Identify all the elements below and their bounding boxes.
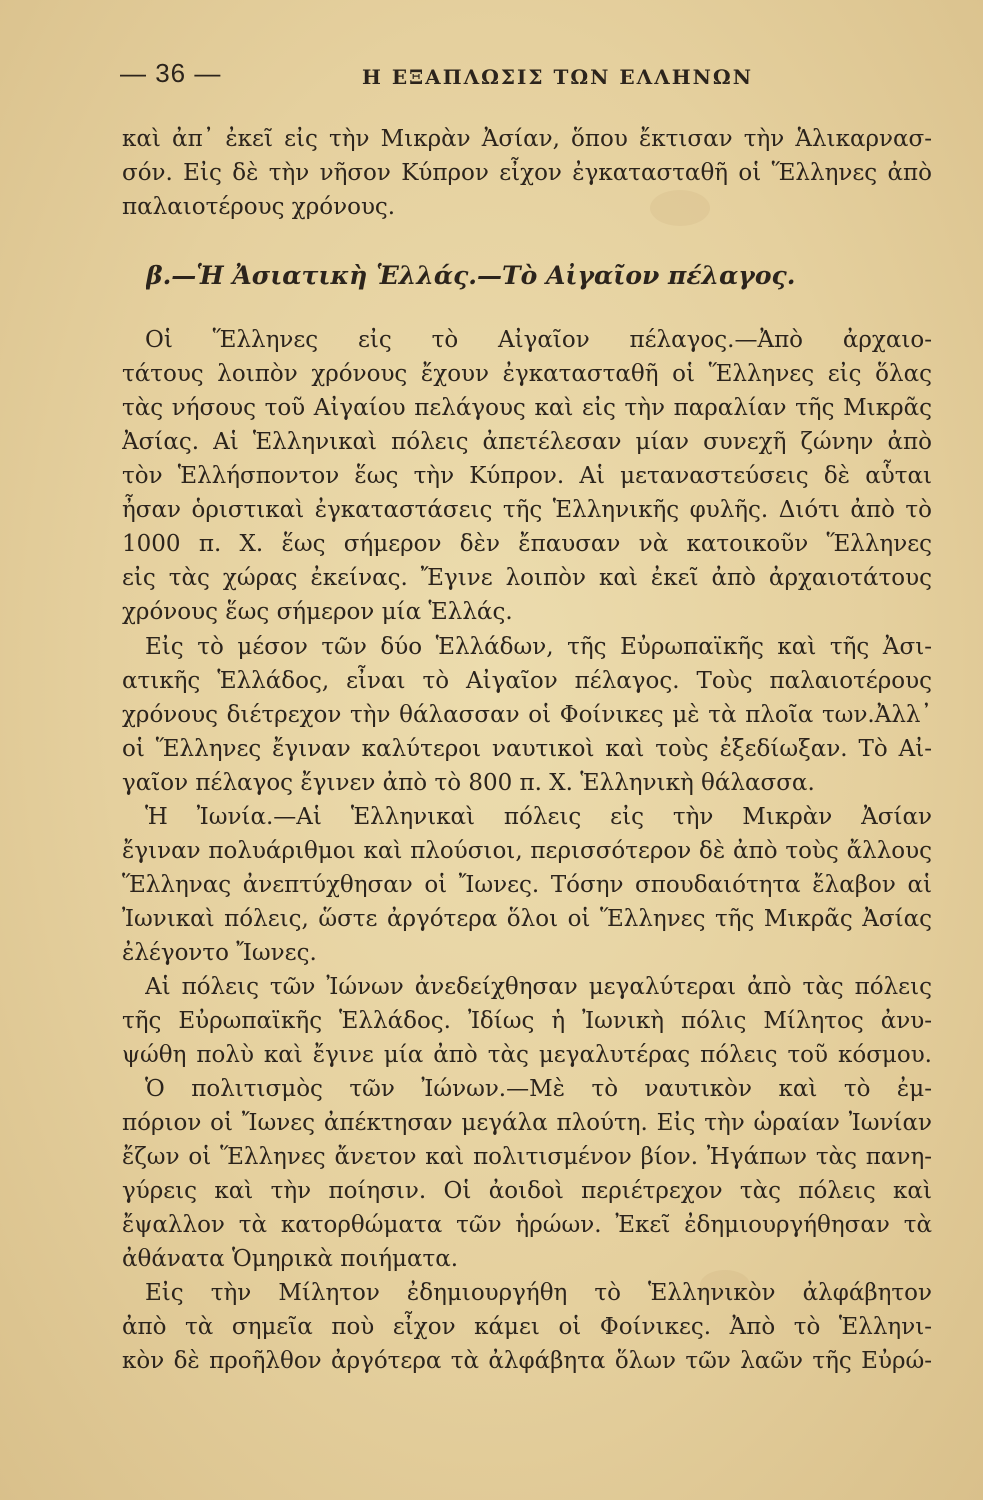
text-line: παλαιοτέρους χρόνους. xyxy=(122,194,396,220)
text-line: Εἰς τὸ μέσον τῶν δύο Ἑλλάδων, τῆς Εὐρωπαϊκῆς καὶ τῆς Ἀσι- xyxy=(145,634,932,660)
text-line: ἀπὸ τὰ σημεῖα ποὺ εἶχον κάμει οἱ Φοίνικες. Ἀπὸ τὸ Ἑλληνι- xyxy=(122,1314,932,1340)
text-line: τὰς νήσους τοῦ Αἰγαίου πελάγους καὶ εἰς τὴν παραλίαν τῆς Μικρᾶς xyxy=(122,395,932,421)
section-heading: β.—Ἡ Ἀσιατικὴ Ἑλλάς.—Τὸ Αἰγαῖον πέλαγος. xyxy=(146,261,796,290)
text-line: Οἱ Ἕλληνες εἰς τὸ Αἰγαῖον πέλαγος.—Ἀπὸ ἀρχαιο- xyxy=(145,327,932,353)
text-line: τὸν Ἑλλήσποντον ἕως τὴν Κύπρον. Αἱ μεταναστεύσεις δὲ αὗται xyxy=(122,463,932,489)
page-number: — 36 — xyxy=(120,58,222,88)
text-line: ατικῆς Ἑλλάδος, εἶναι τὸ Αἰγαῖον πέλαγος. Τοὺς παλαιοτέρους xyxy=(122,668,932,694)
text-line: κὸν δὲ προῆλθον ἀργότερα τὰ ἀλφάβητα ὅλων τῶν λαῶν τῆς Εὐρώ- xyxy=(122,1348,932,1374)
text-line: Ἕλληνας ἀνεπτύχθησαν οἱ Ἴωνες. Τόσην σπουδαιότητα ἔλαβον αἱ xyxy=(122,872,932,898)
text-line: Αἱ πόλεις τῶν Ἰώνων ἀνεδείχθησαν μεγαλύτεραι ἀπὸ τὰς πόλεις xyxy=(145,974,932,1000)
text-line: Εἰς τὴν Μίλητον ἐδημιουργήθη τὸ Ἑλληνικὸν ἀλφάβητον xyxy=(145,1280,932,1306)
text-line: χρόνους διέτρεχον τὴν θάλασσαν οἱ Φοίνικες μὲ τὰ πλοῖα των.Ἀλλ᾽ xyxy=(122,702,932,728)
text-line: ἀθάνατα Ὁμηρικὰ ποιήματα. xyxy=(122,1246,459,1272)
text-line: γύρεις καὶ τὴν ποίησιν. Οἱ ἀοιδοὶ περιέτρεχον τὰς πόλεις καὶ xyxy=(122,1178,932,1204)
text-line: εἰς τὰς χώρας ἐκείνας. Ἔγινε λοιπὸν καὶ ἐκεῖ ἀπὸ ἀρχαιοτάτους xyxy=(122,565,932,591)
text-line: Ἰωνικαὶ πόλεις, ὥστε ἀργότερα ὅλοι οἱ Ἕλληνες τῆς Μικρᾶς Ἀσίας xyxy=(122,906,932,932)
text-line: ἔγιναν πολυάριθμοι καὶ πλούσιοι, περισσότερον δὲ ἀπὸ τοὺς ἄλλους xyxy=(122,838,932,864)
text-line: οἱ Ἕλληνες ἔγιναν καλύτεροι ναυτικοὶ καὶ τοὺς ἐξεδίωξαν. Τὸ Αἰ- xyxy=(122,736,932,762)
text-line: τῆς Εὐρωπαϊκῆς Ἑλλάδος. Ἰδίως ἡ Ἰωνικὴ πόλις Μίλητος ἀνυ- xyxy=(122,1008,932,1034)
text-line: ἦσαν ὁριστικαὶ ἐγκαταστάσεις τῆς Ἑλληνικῆς φυλῆς. Διότι ἀπὸ τὸ xyxy=(122,497,932,523)
text-line: Ἡ Ἰωνία.—Αἱ Ἑλληνικαὶ πόλεις εἰς τὴν Μικρὰν Ἀσίαν xyxy=(145,804,932,830)
text-line: Ὁ πολιτισμὸς τῶν Ἰώνων.—Μὲ τὸ ναυτικὸν καὶ τὸ ἐμ- xyxy=(145,1076,932,1102)
text-line: ἔζων οἱ Ἕλληνες ἄνετον καὶ πολιτισμένον βίον. Ἠγάπων τὰς πανη- xyxy=(122,1144,932,1170)
running-title: Η ΕΞΑΠΛΩΣΙΣ ΤΩΝ ΕΛΛΗΝΩΝ xyxy=(362,65,753,89)
text-line: γαῖον πέλαγος ἔγινεν ἀπὸ τὸ 800 π. Χ. Ἑλληνικὴ θάλασσα. xyxy=(122,770,815,796)
text-line: καὶ ἀπ᾽ ἐκεῖ εἰς τὴν Μικρὰν Ἀσίαν, ὅπου ἔκτισαν τὴν Ἁλικαρνασ- xyxy=(122,126,932,152)
text-line: χρόνους ἕως σήμερον μία Ἑλλάς. xyxy=(122,599,513,625)
text-line: πόριον οἱ Ἴωνες ἀπέκτησαν μεγάλα πλούτη. Εἰς τὴν ὡραίαν Ἰωνίαν xyxy=(122,1110,932,1136)
text-line: τάτους λοιπὸν χρόνους ἔχουν ἐγκατασταθῆ οἱ Ἕλληνες εἰς ὅλας xyxy=(122,361,932,387)
text-line: ἐλέγοντο Ἴωνες. xyxy=(122,940,317,966)
text-line: ἔψαλλον τὰ κατορθώματα τῶν ἡρώων. Ἐκεῖ ἐδημιουργήθησαν τὰ xyxy=(122,1212,932,1238)
text-line: ψώθη πολὺ καὶ ἔγινε μία ἀπὸ τὰς μεγαλυτέρας πόλεις τοῦ κόσμου. xyxy=(122,1042,932,1068)
text-line: σόν. Εἰς δὲ τὴν νῆσον Κύπρον εἶχον ἐγκατασταθῆ οἱ Ἕλληνες ἀπὸ xyxy=(122,160,932,186)
text-line: 1000 π. Χ. ἕως σήμερον δὲν ἔπαυσαν νὰ κατοικοῦν Ἕλληνες xyxy=(122,531,932,557)
page-header xyxy=(120,58,900,98)
text-line: Ἀσίας. Αἱ Ἑλληνικαὶ πόλεις ἀπετέλεσαν μίαν συνεχῆ ζώνην ἀπὸ xyxy=(122,429,932,455)
